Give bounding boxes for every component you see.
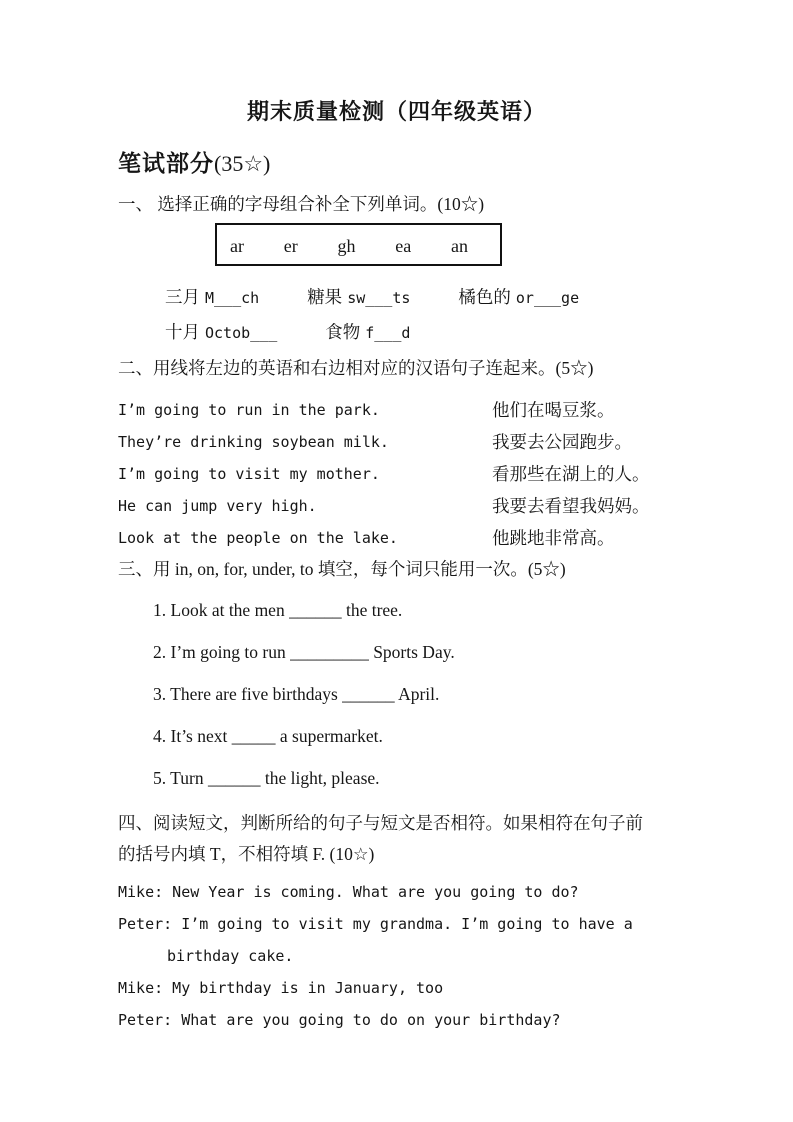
match-chinese-sentence: 他跳地非常高。 [492,528,615,548]
section3-heading: 三、用 in, on, for, under, to 填空，每个词只能用一次。(5☆) [118,559,566,579]
word-item [458,285,579,311]
word-item [325,320,410,346]
fill-item: 5. Turn ______ the light, please. [153,768,380,788]
match-row [118,394,675,426]
matching-exercise [118,394,675,554]
word-blank-en: M___ch [205,289,260,307]
page-title: 期末质量检测（四年级英语） [246,99,546,124]
match-english-sentence: He can jump very high. [118,497,317,515]
section4-heading-line2: 的括号内填 T，不相符填 F. (10☆) [118,844,375,864]
letter-option: er [283,235,298,256]
match-english-sentence: They’re drinking soybean milk. [118,433,389,451]
section4-heading [118,808,675,870]
match-row [118,522,675,554]
word-meaning-cn: 十月 [165,322,200,342]
fill-item: 4. It’s next _____ a supermarket. [153,726,383,746]
word-blank-en: sw___ts [347,289,411,307]
word-item [165,285,259,311]
reading-dialogue [118,876,675,1036]
word-item [307,285,410,311]
word-meaning-cn: 食物 [325,322,361,342]
word-blank-en: f___d [365,324,411,342]
section4-heading-line1: 四、阅读短文，判断所给的句子与短文是否相符。如果相符在句子前 [118,813,643,833]
match-english-sentence: I’m going to visit my mother. [118,465,380,483]
letter-option: an [450,235,468,256]
word-blank-en: or___ge [515,289,580,307]
word-item [165,320,277,346]
word-completion-row [165,320,675,346]
letter-option: gh [337,235,356,256]
match-english-sentence: Look at the people on the lake. [118,529,398,547]
fill-item: 1. Look at the men ______ the tree. [153,600,403,620]
match-chinese-sentence: 我要去看望我妈妈。 [492,496,650,516]
letter-bank-box [215,223,502,266]
written-part-score: (35☆) [214,151,271,176]
fill-in-exercise [118,598,675,790]
match-chinese-sentence: 看那些在湖上的人。 [492,464,650,484]
letter-option: ar [230,235,244,256]
section1-heading: 一、 选择正确的字母组合补全下列单词。(10☆) [118,194,485,214]
fill-item: 3. There are five birthdays ______ April. [153,684,440,704]
dialogue-line: Mike: My birthday is in January, too [118,979,444,997]
word-meaning-cn: 糖果 [307,287,343,307]
match-row [118,490,675,522]
word-meaning-cn: 橘色的 [458,287,511,307]
word-completion-row [165,285,675,311]
match-row [118,458,675,490]
written-part-heading [118,148,675,182]
word-blank-en: Octob___ [205,324,278,342]
dialogue-line-continuation: birthday cake. [167,947,294,965]
dialogue-line: Peter: What are you going to do on your birthday? [118,1011,561,1029]
match-chinese-sentence: 我要去公园跑步。 [492,432,632,452]
written-part-label: 笔试部分 [118,150,214,176]
letter-option: ea [395,235,412,256]
match-row [118,426,675,458]
match-chinese-sentence: 他们在喝豆浆。 [492,400,615,420]
match-english-sentence: I’m going to run in the park. [118,401,380,419]
section2-heading: 二、用线将左边的英语和右边相对应的汉语句子连起来。(5☆) [118,358,594,378]
dialogue-line: Peter: I’m going to visit my grandma. I’m going to have a [118,915,633,933]
fill-item: 2. I’m going to run _________ Sports Day. [153,642,455,662]
dialogue-line: Mike: New Year is coming. What are you going to do? [118,883,579,901]
word-meaning-cn: 三月 [165,287,200,307]
